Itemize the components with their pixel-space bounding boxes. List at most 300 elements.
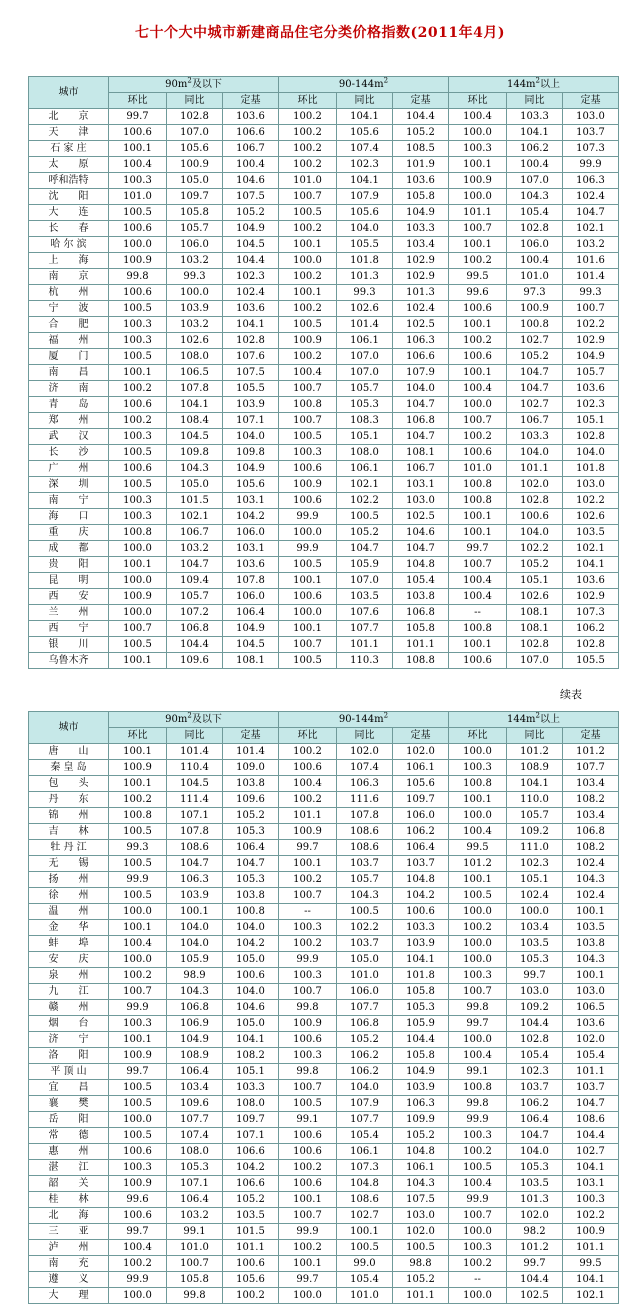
city-cell: 湛 江 [29, 1160, 109, 1176]
table-row [29, 285, 619, 301]
value-cell: 104.0 [563, 445, 619, 461]
value-cell: 100.5 [449, 888, 507, 904]
table-row [29, 269, 619, 285]
value-cell: 107.3 [563, 141, 619, 157]
value-cell: 100.2 [279, 1160, 337, 1176]
city-cell: 合 肥 [29, 317, 109, 333]
value-cell: 103.6 [223, 109, 279, 125]
value-cell: 100.2 [109, 413, 167, 429]
table-row [29, 381, 619, 397]
value-cell: 105.2 [507, 349, 563, 365]
value-cell: 106.9 [167, 1016, 223, 1032]
value-cell: 99.8 [167, 1288, 223, 1304]
city-cell: 贵 阳 [29, 557, 109, 573]
city-cell: 杭 州 [29, 285, 109, 301]
city-cell: 南 宁 [29, 493, 109, 509]
table-row [29, 333, 619, 349]
value-cell: 100.7 [109, 621, 167, 637]
value-cell: 105.7 [167, 221, 223, 237]
value-cell: 104.7 [337, 541, 393, 557]
value-cell: 103.1 [393, 477, 449, 493]
table-body-2 [29, 744, 619, 1304]
value-cell: 107.1 [223, 413, 279, 429]
value-cell: 99.1 [279, 1112, 337, 1128]
value-cell: 101.2 [507, 1240, 563, 1256]
value-cell: 100.7 [167, 1256, 223, 1272]
value-cell: 100.2 [279, 125, 337, 141]
value-cell: 100.1 [449, 157, 507, 173]
value-cell: 102.0 [563, 1032, 619, 1048]
table-row [29, 1064, 619, 1080]
value-cell: 105.0 [167, 173, 223, 189]
value-cell: 104.1 [507, 125, 563, 141]
value-cell: 100.6 [279, 589, 337, 605]
value-cell: 99.8 [109, 269, 167, 285]
col-header-mom: 环比 [109, 728, 167, 744]
value-cell: 111.6 [337, 792, 393, 808]
value-cell: 104.1 [167, 397, 223, 413]
table-row [29, 365, 619, 381]
table-row [29, 1032, 619, 1048]
value-cell: 105.3 [337, 397, 393, 413]
value-cell: 107.1 [167, 1176, 223, 1192]
city-cell: 平 顶 山 [29, 1064, 109, 1080]
value-cell: 100.8 [449, 477, 507, 493]
value-cell: 100.8 [279, 397, 337, 413]
value-cell: 100.4 [279, 365, 337, 381]
value-cell: 100.3 [563, 1192, 619, 1208]
value-cell: 100.1 [279, 1256, 337, 1272]
value-cell: 100.6 [279, 461, 337, 477]
table-row [29, 952, 619, 968]
value-cell: 100.1 [449, 509, 507, 525]
value-cell: 99.5 [449, 840, 507, 856]
value-cell: 100.4 [449, 1176, 507, 1192]
value-cell: 100.2 [279, 301, 337, 317]
value-cell: 103.0 [563, 984, 619, 1000]
value-cell: 102.3 [223, 269, 279, 285]
value-cell: 101.1 [449, 205, 507, 221]
value-cell: 107.9 [337, 189, 393, 205]
city-cell: 沈 阳 [29, 189, 109, 205]
city-cell: 无 锡 [29, 856, 109, 872]
value-cell: 104.2 [223, 509, 279, 525]
value-cell: 102.4 [223, 285, 279, 301]
value-cell: 100.4 [449, 573, 507, 589]
col-header-yoy: 同比 [337, 93, 393, 109]
city-cell: 扬 州 [29, 872, 109, 888]
city-cell: 泉 州 [29, 968, 109, 984]
value-cell: 100.0 [109, 573, 167, 589]
col-header-base: 定基 [223, 728, 279, 744]
value-cell: 106.4 [167, 1064, 223, 1080]
value-cell: 100.9 [109, 589, 167, 605]
value-cell: 109.9 [393, 1112, 449, 1128]
value-cell: 102.5 [393, 317, 449, 333]
value-cell: 102.1 [563, 221, 619, 237]
value-cell: 100.7 [279, 381, 337, 397]
value-cell: 105.0 [337, 952, 393, 968]
value-cell: 100.1 [109, 920, 167, 936]
value-cell: 105.0 [167, 477, 223, 493]
value-cell: 100.8 [109, 808, 167, 824]
value-cell: 108.6 [337, 840, 393, 856]
value-cell: 104.0 [393, 381, 449, 397]
value-cell: 103.0 [507, 984, 563, 1000]
value-cell: 103.6 [223, 557, 279, 573]
value-cell: 104.7 [393, 541, 449, 557]
value-cell: 108.0 [167, 1144, 223, 1160]
value-cell: 100.9 [279, 477, 337, 493]
city-cell: 蚌 埠 [29, 936, 109, 952]
value-cell: 103.7 [563, 125, 619, 141]
value-cell: 99.7 [507, 968, 563, 984]
value-cell: 105.8 [393, 189, 449, 205]
city-cell: 济 宁 [29, 1032, 109, 1048]
city-cell: 宜 昌 [29, 1080, 109, 1096]
value-cell: 99.3 [109, 840, 167, 856]
value-cell: 100.6 [279, 1144, 337, 1160]
value-cell: 105.2 [393, 1272, 449, 1288]
table-row [29, 760, 619, 776]
value-cell: 100.0 [109, 952, 167, 968]
value-cell: 100.5 [109, 1080, 167, 1096]
city-cell: 烟 台 [29, 1016, 109, 1032]
value-cell: 107.6 [337, 605, 393, 621]
value-cell: 107.7 [563, 760, 619, 776]
value-cell: 102.8 [223, 333, 279, 349]
value-cell: 104.7 [507, 1128, 563, 1144]
value-cell: 104.0 [223, 984, 279, 1000]
city-cell: 厦 门 [29, 349, 109, 365]
value-cell: 100.8 [109, 525, 167, 541]
value-cell: 106.3 [167, 872, 223, 888]
value-cell: 100.7 [279, 984, 337, 1000]
city-cell: 洛 阳 [29, 1048, 109, 1064]
value-cell: 103.3 [507, 109, 563, 125]
value-cell: 101.9 [393, 157, 449, 173]
value-cell: 99.3 [167, 269, 223, 285]
value-cell: 100.0 [449, 189, 507, 205]
city-cell: 兰 州 [29, 605, 109, 621]
value-cell: 100.5 [109, 1096, 167, 1112]
value-cell: 100.0 [449, 397, 507, 413]
value-cell: 102.0 [507, 1208, 563, 1224]
table-row [29, 840, 619, 856]
value-cell: 108.1 [393, 445, 449, 461]
value-cell: 107.7 [337, 621, 393, 637]
value-cell: 100.4 [449, 109, 507, 125]
value-cell: 100.7 [563, 301, 619, 317]
value-cell: 105.5 [223, 381, 279, 397]
value-cell: 107.0 [337, 349, 393, 365]
value-cell: 105.6 [393, 776, 449, 792]
value-cell: 105.5 [337, 237, 393, 253]
value-cell: 101.8 [393, 968, 449, 984]
value-cell: 105.7 [563, 365, 619, 381]
value-cell: 100.2 [279, 269, 337, 285]
value-cell: 100.5 [279, 557, 337, 573]
col-header-yoy: 同比 [167, 728, 223, 744]
value-cell: 101.8 [337, 253, 393, 269]
value-cell: 100.3 [449, 760, 507, 776]
value-cell: 105.1 [223, 1064, 279, 1080]
city-cell: 广 州 [29, 461, 109, 477]
value-cell: 104.9 [223, 621, 279, 637]
table-row [29, 1272, 619, 1288]
value-cell: 103.5 [507, 936, 563, 952]
city-cell: 长 沙 [29, 445, 109, 461]
value-cell: 102.8 [507, 221, 563, 237]
value-cell: 106.4 [393, 840, 449, 856]
value-cell: 102.3 [507, 856, 563, 872]
value-cell: 104.1 [393, 952, 449, 968]
value-cell: 100.0 [167, 285, 223, 301]
value-cell: 99.1 [449, 1064, 507, 1080]
value-cell: 103.1 [563, 1176, 619, 1192]
value-cell: 104.1 [223, 317, 279, 333]
value-cell: 101.2 [507, 744, 563, 760]
value-cell: 104.6 [223, 173, 279, 189]
city-cell: 安 庆 [29, 952, 109, 968]
col-header-base: 定基 [563, 93, 619, 109]
value-cell: 102.8 [507, 1032, 563, 1048]
value-cell: 100.3 [109, 173, 167, 189]
city-cell: 宁 波 [29, 301, 109, 317]
city-header: 城市 [29, 77, 109, 109]
value-cell: 102.9 [393, 269, 449, 285]
value-cell: 106.0 [393, 808, 449, 824]
value-cell: 103.7 [337, 936, 393, 952]
value-cell: 104.3 [167, 461, 223, 477]
value-cell: 103.6 [563, 573, 619, 589]
value-cell: 100.7 [279, 637, 337, 653]
value-cell: 104.7 [393, 397, 449, 413]
value-cell: 110.0 [507, 792, 563, 808]
table-row [29, 621, 619, 637]
value-cell: 107.7 [167, 1112, 223, 1128]
table-row [29, 1288, 619, 1304]
value-cell: 108.1 [223, 653, 279, 669]
value-cell: 100.7 [279, 189, 337, 205]
value-cell: 105.1 [563, 413, 619, 429]
value-cell: 108.0 [223, 1096, 279, 1112]
value-cell: 105.4 [393, 573, 449, 589]
value-cell: 100.0 [279, 253, 337, 269]
city-cell: 南 充 [29, 1256, 109, 1272]
value-cell: 100.1 [279, 856, 337, 872]
table-row [29, 605, 619, 621]
value-cell: 99.7 [279, 840, 337, 856]
col-header-mom: 环比 [279, 93, 337, 109]
value-cell: 109.6 [167, 1096, 223, 1112]
value-cell: 108.3 [337, 413, 393, 429]
value-cell: 106.7 [393, 461, 449, 477]
value-cell: 105.2 [223, 1192, 279, 1208]
value-cell: 102.1 [167, 509, 223, 525]
value-cell: 106.7 [507, 413, 563, 429]
value-cell: -- [279, 904, 337, 920]
value-cell: 107.8 [223, 573, 279, 589]
value-cell: 107.1 [167, 808, 223, 824]
value-cell: 105.2 [393, 125, 449, 141]
value-cell: 100.5 [393, 1240, 449, 1256]
value-cell: 101.8 [563, 461, 619, 477]
value-cell: 104.5 [167, 429, 223, 445]
city-cell: 南 京 [29, 269, 109, 285]
value-cell: 105.0 [223, 952, 279, 968]
value-cell: 100.7 [449, 984, 507, 1000]
value-cell: 101.1 [563, 1240, 619, 1256]
value-cell: 105.4 [337, 1128, 393, 1144]
value-cell: 100.0 [279, 1288, 337, 1304]
value-cell: 104.8 [337, 1176, 393, 1192]
table-row [29, 888, 619, 904]
value-cell: 98.8 [393, 1256, 449, 1272]
table-row [29, 173, 619, 189]
city-cell: 银 川 [29, 637, 109, 653]
table-row [29, 1240, 619, 1256]
col-header-mom: 环比 [449, 93, 507, 109]
value-cell: 100.9 [507, 301, 563, 317]
value-cell: 103.6 [393, 173, 449, 189]
value-cell: 106.3 [393, 1096, 449, 1112]
value-cell: 104.1 [563, 557, 619, 573]
value-cell: 104.5 [223, 637, 279, 653]
value-cell: 100.9 [109, 253, 167, 269]
value-cell: 100.5 [109, 445, 167, 461]
value-cell: 100.3 [449, 1240, 507, 1256]
value-cell: 100.0 [507, 904, 563, 920]
value-cell: 99.7 [449, 541, 507, 557]
value-cell: 100.0 [449, 744, 507, 760]
value-cell: 104.5 [223, 237, 279, 253]
value-cell: 100.2 [449, 333, 507, 349]
value-cell: 104.3 [393, 1176, 449, 1192]
value-cell: 100.9 [563, 1224, 619, 1240]
value-cell: 104.8 [393, 557, 449, 573]
value-cell: 100.9 [109, 760, 167, 776]
table-row [29, 936, 619, 952]
value-cell: 100.7 [109, 984, 167, 1000]
value-cell: 102.0 [337, 744, 393, 760]
value-cell: 101.1 [279, 808, 337, 824]
value-cell: 106.2 [337, 1048, 393, 1064]
value-cell: 102.4 [507, 888, 563, 904]
table-row [29, 317, 619, 333]
value-cell: 103.9 [167, 301, 223, 317]
value-cell: 106.1 [337, 1144, 393, 1160]
value-cell: 100.1 [337, 1224, 393, 1240]
value-cell: 105.3 [507, 1160, 563, 1176]
value-cell: 105.2 [337, 525, 393, 541]
value-cell: 100.1 [109, 557, 167, 573]
value-cell: 107.0 [167, 125, 223, 141]
value-cell: 101.5 [167, 493, 223, 509]
value-cell: 108.0 [167, 349, 223, 365]
value-cell: 100.3 [109, 1016, 167, 1032]
value-cell: 107.4 [337, 141, 393, 157]
value-cell: 105.0 [223, 1016, 279, 1032]
col-header-base: 定基 [393, 93, 449, 109]
city-cell: 郑 州 [29, 413, 109, 429]
city-cell: 海 口 [29, 509, 109, 525]
value-cell: 100.1 [109, 141, 167, 157]
table-row [29, 1000, 619, 1016]
table-row [29, 637, 619, 653]
value-cell: 100.5 [279, 317, 337, 333]
value-cell: 100.5 [279, 1096, 337, 1112]
city-cell: 泸 州 [29, 1240, 109, 1256]
value-cell: 104.9 [393, 205, 449, 221]
value-cell: 100.6 [109, 125, 167, 141]
value-cell: 104.4 [393, 1032, 449, 1048]
value-cell: 105.2 [337, 1032, 393, 1048]
value-cell: 106.0 [337, 984, 393, 1000]
table-row [29, 1016, 619, 1032]
table-row [29, 792, 619, 808]
value-cell: 104.7 [223, 856, 279, 872]
value-cell: 104.4 [167, 637, 223, 653]
city-cell: 北 京 [29, 109, 109, 125]
value-cell: 100.2 [109, 1256, 167, 1272]
value-cell: 104.4 [507, 1016, 563, 1032]
value-cell: 99.7 [279, 1272, 337, 1288]
value-cell: 100.0 [109, 904, 167, 920]
value-cell: 102.8 [563, 637, 619, 653]
value-cell: 100.5 [109, 888, 167, 904]
table-row [29, 1176, 619, 1192]
value-cell: 107.6 [223, 349, 279, 365]
value-cell: 100.2 [279, 744, 337, 760]
group-header-large: $144m^2$以上 [449, 77, 619, 93]
value-cell: 103.8 [393, 589, 449, 605]
table-row [29, 1128, 619, 1144]
value-cell: 101.1 [393, 1288, 449, 1304]
value-cell: 104.8 [393, 872, 449, 888]
value-cell: 99.7 [109, 1224, 167, 1240]
group-header-medium: $90-144m^2$ [279, 712, 449, 728]
value-cell: 100.6 [279, 1032, 337, 1048]
value-cell: 105.6 [167, 141, 223, 157]
city-cell: 福 州 [29, 333, 109, 349]
value-cell: 104.3 [167, 984, 223, 1000]
value-cell: 100.2 [109, 968, 167, 984]
table-row [29, 349, 619, 365]
value-cell: 99.9 [109, 1272, 167, 1288]
city-cell: 丹 东 [29, 792, 109, 808]
value-cell: 105.1 [337, 429, 393, 445]
value-cell: 100.6 [223, 1256, 279, 1272]
value-cell: 103.2 [167, 1208, 223, 1224]
col-header-yoy: 同比 [507, 728, 563, 744]
value-cell: 102.4 [563, 189, 619, 205]
city-cell: 济 南 [29, 381, 109, 397]
value-cell: 100.5 [279, 205, 337, 221]
value-cell: -- [449, 605, 507, 621]
page-title: 七十个大中城市新建商品住宅分类价格指数(2011年4月) [135, 25, 505, 41]
value-cell: 105.3 [223, 872, 279, 888]
value-cell: 100.0 [109, 605, 167, 621]
value-cell: 100.4 [109, 1240, 167, 1256]
value-cell: 108.6 [337, 824, 393, 840]
value-cell: 104.4 [223, 253, 279, 269]
value-cell: 107.1 [223, 1128, 279, 1144]
value-cell: 104.4 [393, 109, 449, 125]
value-cell: 103.0 [393, 1208, 449, 1224]
value-cell: 109.8 [223, 445, 279, 461]
city-cell: 北 海 [29, 1208, 109, 1224]
